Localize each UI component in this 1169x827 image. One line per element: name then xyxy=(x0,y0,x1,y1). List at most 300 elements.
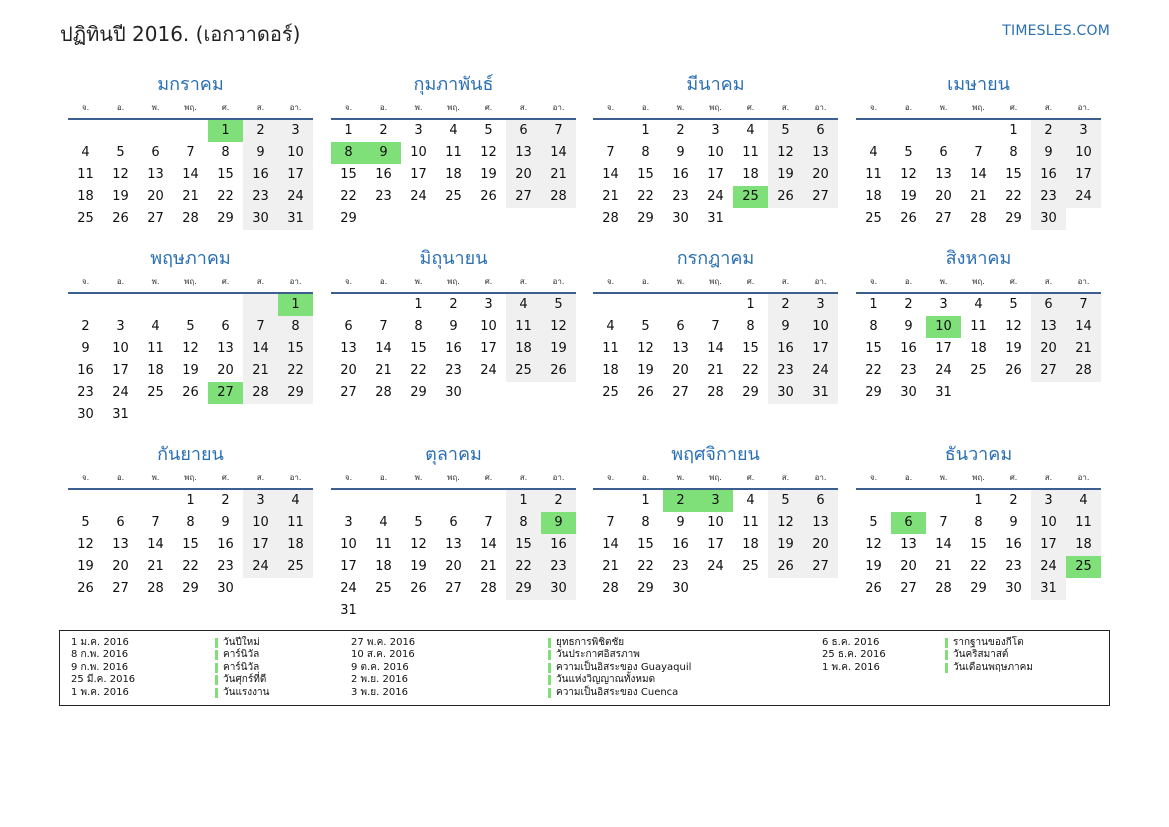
day-cell: 4 xyxy=(449,123,458,138)
day-cell: 25 xyxy=(445,189,462,204)
day-cell: 13 xyxy=(147,167,164,182)
empty-cell xyxy=(138,490,173,512)
empty-cell xyxy=(436,208,471,230)
day-cell: 27 xyxy=(935,211,952,226)
day-cell: 25 xyxy=(1066,556,1101,578)
day-grid xyxy=(856,490,1101,600)
weekday-header xyxy=(856,470,1101,486)
day-cell: 12 xyxy=(768,512,803,534)
day-cell: 2 xyxy=(81,319,90,334)
holiday-name: วันเดือนพฤษภาคม xyxy=(953,661,1033,673)
empty-cell xyxy=(436,600,471,622)
day-cell: 22 xyxy=(637,559,654,574)
day-cell: 4 xyxy=(606,319,615,334)
empty-cell xyxy=(243,578,278,600)
day-cell: 14 xyxy=(243,338,278,360)
day-cell: 9 xyxy=(221,515,230,530)
day-cell: 30 xyxy=(672,211,689,226)
day-cell: 16 xyxy=(77,363,94,378)
day-cell: 31 xyxy=(340,603,357,618)
holiday-name: ความเป็นอิสระของ Guayaquil xyxy=(556,661,692,673)
day-cell: 4 xyxy=(81,145,90,160)
day-cell: 5 xyxy=(116,145,125,160)
holiday-date: 27 พ.ค. 2016 xyxy=(351,637,416,648)
day-cell: 17 xyxy=(1031,534,1066,556)
empty-cell xyxy=(401,490,436,512)
empty-cell xyxy=(103,490,138,512)
day-cell: 4 xyxy=(1066,490,1101,512)
day-cell: 8 xyxy=(186,515,195,530)
holiday-list xyxy=(59,630,1110,706)
empty-cell xyxy=(103,120,138,142)
empty-cell xyxy=(663,294,698,316)
day-cell: 18 xyxy=(602,363,619,378)
day-cell: 29 xyxy=(340,211,357,226)
holiday-marker xyxy=(548,663,551,673)
weekday-label: อ. xyxy=(379,103,388,112)
weekday-label: ส. xyxy=(519,473,528,482)
day-cell: 10 xyxy=(278,142,313,164)
empty-cell xyxy=(366,600,401,622)
month-title: เมษายน xyxy=(947,74,1010,95)
day-cell: 5 xyxy=(768,490,803,512)
day-cell: 3 xyxy=(414,123,423,138)
weekday-label: อา. xyxy=(814,103,827,112)
empty-cell xyxy=(541,600,576,622)
day-cell: 7 xyxy=(939,515,948,530)
weekday-label: อา. xyxy=(814,473,827,482)
day-cell: 10 xyxy=(1066,142,1101,164)
day-grid xyxy=(593,120,838,230)
day-cell: 1 xyxy=(278,294,313,316)
weekday-label: อา. xyxy=(1077,277,1090,286)
day-cell: 12 xyxy=(77,537,94,552)
empty-cell xyxy=(856,120,891,142)
day-cell: 10 xyxy=(1031,512,1066,534)
day-cell: 16 xyxy=(541,534,576,556)
weekday-label: อ. xyxy=(379,473,388,482)
holiday-date: 25 มี.ค. 2016 xyxy=(71,674,136,686)
day-cell: 23 xyxy=(217,559,234,574)
day-cell: 13 xyxy=(672,341,689,356)
day-cell: 7 xyxy=(711,319,720,334)
day-cell: 27 xyxy=(803,556,838,578)
day-cell: 16 xyxy=(900,341,917,356)
day-cell: 2 xyxy=(541,490,576,512)
empty-cell xyxy=(856,490,891,512)
day-cell: 27 xyxy=(672,385,689,400)
day-cell: 30 xyxy=(541,578,576,600)
holiday-marker xyxy=(215,688,218,698)
day-cell: 11 xyxy=(445,145,462,160)
day-cell: 21 xyxy=(480,559,497,574)
weekday-label: อ. xyxy=(379,277,388,286)
empty-cell xyxy=(961,120,996,142)
day-cell: 9 xyxy=(541,512,576,534)
day-cell: 10 xyxy=(480,319,497,334)
day-cell: 17 xyxy=(480,341,497,356)
weekday-label: อ. xyxy=(116,277,125,286)
day-cell: 20 xyxy=(672,363,689,378)
day-cell: 28 xyxy=(541,186,576,208)
day-cell: 16 xyxy=(768,338,803,360)
weekday-header xyxy=(856,100,1101,116)
month-title: กรกฎาคม xyxy=(676,248,755,269)
day-cell: 3 xyxy=(1031,490,1066,512)
day-cell: 15 xyxy=(182,537,199,552)
day-cell: 26 xyxy=(77,581,94,596)
day-cell: 14 xyxy=(375,341,392,356)
empty-cell xyxy=(593,294,628,316)
day-cell: 2 xyxy=(904,297,913,312)
empty-cell xyxy=(541,382,576,404)
weekday-label: ส. xyxy=(519,277,528,286)
day-cell: 28 xyxy=(602,581,619,596)
day-cell: 1 xyxy=(869,297,878,312)
holiday-date: 8 ก.พ. 2016 xyxy=(71,649,129,661)
day-cell: 18 xyxy=(742,167,759,182)
day-grid xyxy=(593,294,838,404)
day-cell: 7 xyxy=(974,145,983,160)
day-cell: 15 xyxy=(278,338,313,360)
day-grid xyxy=(331,120,576,230)
day-cell: 10 xyxy=(410,145,427,160)
holiday-name: รากฐานของกีโต xyxy=(953,637,1024,648)
day-cell: 9 xyxy=(449,319,458,334)
empty-cell xyxy=(926,120,961,142)
day-cell: 9 xyxy=(1031,142,1066,164)
day-cell: 30 xyxy=(77,407,94,422)
day-cell: 1 xyxy=(641,123,650,138)
day-cell: 24 xyxy=(410,189,427,204)
weekday-label: ศ. xyxy=(1009,103,1018,112)
day-cell: 22 xyxy=(340,189,357,204)
day-cell: 22 xyxy=(217,189,234,204)
day-cell: 22 xyxy=(1005,189,1022,204)
day-grid xyxy=(331,294,576,404)
day-cell: 15 xyxy=(637,537,654,552)
day-cell: 17 xyxy=(410,167,427,182)
day-cell: 5 xyxy=(484,123,493,138)
day-cell: 29 xyxy=(182,581,199,596)
day-cell: 29 xyxy=(865,385,882,400)
day-cell: 18 xyxy=(147,363,164,378)
day-cell: 17 xyxy=(278,164,313,186)
day-cell: 12 xyxy=(541,316,576,338)
holiday-marker xyxy=(945,650,948,660)
holiday-marker xyxy=(548,688,551,698)
day-grid xyxy=(68,490,313,600)
empty-cell xyxy=(103,294,138,316)
day-cell: 6 xyxy=(1031,294,1066,316)
day-cell: 14 xyxy=(970,167,987,182)
site-link[interactable]: TIMESLES.COM xyxy=(1002,23,1110,39)
day-cell: 17 xyxy=(935,341,952,356)
day-cell: 6 xyxy=(221,319,230,334)
day-cell: 10 xyxy=(926,316,961,338)
day-grid xyxy=(68,120,313,230)
day-cell: 14 xyxy=(147,537,164,552)
weekday-label: จ. xyxy=(606,473,615,482)
day-cell: 28 xyxy=(375,385,392,400)
weekday-header xyxy=(68,100,313,116)
day-cell: 6 xyxy=(506,120,541,142)
day-cell: 29 xyxy=(217,211,234,226)
day-cell: 4 xyxy=(974,297,983,312)
weekday-label: ศ. xyxy=(484,277,493,286)
day-cell: 2 xyxy=(243,120,278,142)
weekday-label: ศ. xyxy=(484,103,493,112)
day-cell: 5 xyxy=(186,319,195,334)
day-cell: 13 xyxy=(935,167,952,182)
day-cell: 8 xyxy=(641,515,650,530)
day-cell: 31 xyxy=(112,407,129,422)
empty-cell xyxy=(68,490,103,512)
weekday-label: พ. xyxy=(414,473,423,482)
day-cell: 11 xyxy=(602,341,619,356)
day-cell: 10 xyxy=(340,537,357,552)
empty-cell xyxy=(331,490,366,512)
day-cell: 18 xyxy=(506,338,541,360)
empty-cell xyxy=(366,208,401,230)
page-title: ปฏิทินปี 2016. (เอกวาดอร์) xyxy=(60,22,301,46)
day-cell: 4 xyxy=(746,123,755,138)
empty-cell xyxy=(471,490,506,512)
weekday-label: อา. xyxy=(814,277,827,286)
day-cell: 23 xyxy=(672,189,689,204)
weekday-label: พ. xyxy=(676,277,685,286)
day-cell: 22 xyxy=(278,360,313,382)
weekday-label: จ. xyxy=(606,277,615,286)
day-cell: 17 xyxy=(803,338,838,360)
empty-cell xyxy=(1066,208,1101,230)
holiday-name: วันคริสมาสต์ xyxy=(953,649,1009,661)
day-cell: 9 xyxy=(904,319,913,334)
day-cell: 14 xyxy=(935,537,952,552)
day-cell: 30 xyxy=(672,581,689,596)
day-cell: 25 xyxy=(77,211,94,226)
day-cell: 20 xyxy=(445,559,462,574)
day-cell: 29 xyxy=(970,581,987,596)
day-cell: 26 xyxy=(768,186,803,208)
day-cell: 17 xyxy=(1066,164,1101,186)
day-cell: 15 xyxy=(742,341,759,356)
day-cell: 2 xyxy=(221,493,230,508)
day-cell: 26 xyxy=(900,211,917,226)
holiday-date: 1 พ.ค. 2016 xyxy=(822,661,880,673)
day-cell: 12 xyxy=(112,167,129,182)
day-cell: 24 xyxy=(278,186,313,208)
day-cell: 5 xyxy=(869,515,878,530)
holiday-marker xyxy=(548,650,551,660)
empty-cell xyxy=(471,208,506,230)
holiday-marker xyxy=(215,675,218,685)
holiday-marker xyxy=(215,638,218,648)
day-cell: 7 xyxy=(379,319,388,334)
day-cell: 1 xyxy=(641,493,650,508)
holiday-marker xyxy=(945,638,948,648)
day-cell: 8 xyxy=(221,145,230,160)
weekday-label: อ. xyxy=(641,103,650,112)
weekday-label: พ. xyxy=(939,473,948,482)
day-cell: 5 xyxy=(904,145,913,160)
day-cell: 18 xyxy=(375,559,392,574)
day-cell: 19 xyxy=(410,559,427,574)
day-cell: 27 xyxy=(340,385,357,400)
day-cell: 21 xyxy=(375,363,392,378)
day-cell: 20 xyxy=(506,164,541,186)
day-cell: 16 xyxy=(375,167,392,182)
empty-cell xyxy=(278,404,313,426)
day-cell: 29 xyxy=(1005,211,1022,226)
empty-cell xyxy=(996,382,1031,404)
weekday-label: พ. xyxy=(676,103,685,112)
month-block xyxy=(856,246,1101,404)
empty-cell xyxy=(401,600,436,622)
day-cell: 12 xyxy=(768,142,803,164)
holiday-name: คาร์นิวัล xyxy=(223,649,260,661)
day-grid xyxy=(856,120,1101,230)
weekday-label: จ. xyxy=(869,473,878,482)
day-cell: 12 xyxy=(865,537,882,552)
day-cell: 12 xyxy=(1005,319,1022,334)
weekday-label: ศ. xyxy=(746,103,755,112)
day-cell: 3 xyxy=(243,490,278,512)
day-cell: 21 xyxy=(602,559,619,574)
holiday-date: 1 พ.ค. 2016 xyxy=(71,686,129,698)
empty-cell xyxy=(506,600,541,622)
day-cell: 19 xyxy=(1005,341,1022,356)
day-cell: 22 xyxy=(970,559,987,574)
day-cell: 3 xyxy=(278,120,313,142)
day-cell: 26 xyxy=(112,211,129,226)
day-cell: 19 xyxy=(541,338,576,360)
day-cell: 21 xyxy=(541,164,576,186)
day-grid xyxy=(68,294,313,426)
empty-cell xyxy=(173,404,208,426)
day-cell: 10 xyxy=(243,512,278,534)
day-cell: 13 xyxy=(506,142,541,164)
day-cell: 28 xyxy=(970,211,987,226)
day-cell: 14 xyxy=(541,142,576,164)
day-cell: 8 xyxy=(506,512,541,534)
weekday-label: ศ. xyxy=(1009,277,1018,286)
day-cell: 13 xyxy=(1031,316,1066,338)
day-cell: 31 xyxy=(1031,578,1066,600)
day-cell: 26 xyxy=(865,581,882,596)
weekday-header xyxy=(593,100,838,116)
day-cell: 1 xyxy=(506,490,541,512)
day-cell: 5 xyxy=(414,515,423,530)
day-cell: 12 xyxy=(182,341,199,356)
day-cell: 20 xyxy=(1031,338,1066,360)
weekday-label: พ. xyxy=(151,103,160,112)
day-cell: 21 xyxy=(182,189,199,204)
day-cell: 24 xyxy=(340,581,357,596)
day-cell: 29 xyxy=(637,581,654,596)
empty-cell xyxy=(138,294,173,316)
day-cell: 22 xyxy=(182,559,199,574)
day-cell: 28 xyxy=(480,581,497,596)
day-cell: 28 xyxy=(182,211,199,226)
day-cell: 30 xyxy=(1031,208,1066,230)
day-cell: 24 xyxy=(803,360,838,382)
day-cell: 29 xyxy=(742,385,759,400)
weekday-label: จ. xyxy=(81,103,90,112)
day-cell: 22 xyxy=(506,556,541,578)
month-title: มิถุนายน xyxy=(419,248,488,269)
month-block xyxy=(856,442,1101,600)
day-cell: 15 xyxy=(217,167,234,182)
day-cell: 18 xyxy=(865,189,882,204)
day-cell: 11 xyxy=(278,512,313,534)
day-cell: 24 xyxy=(707,189,724,204)
day-cell: 9 xyxy=(81,341,90,356)
day-cell: 18 xyxy=(970,341,987,356)
day-cell: 23 xyxy=(541,556,576,578)
day-cell: 27 xyxy=(803,186,838,208)
empty-cell xyxy=(768,208,803,230)
weekday-label: อ. xyxy=(904,473,913,482)
day-cell: 6 xyxy=(803,120,838,142)
weekday-label: ศ. xyxy=(221,473,230,482)
empty-cell xyxy=(1031,382,1066,404)
day-cell: 25 xyxy=(506,360,541,382)
day-cell: 2 xyxy=(768,294,803,316)
day-cell: 6 xyxy=(939,145,948,160)
weekday-label: พฤ. xyxy=(709,103,722,112)
day-cell: 26 xyxy=(637,385,654,400)
day-cell: 26 xyxy=(182,385,199,400)
day-cell: 22 xyxy=(865,363,882,378)
day-cell: 7 xyxy=(1066,294,1101,316)
day-cell: 23 xyxy=(768,360,803,382)
day-cell: 6 xyxy=(151,145,160,160)
day-cell: 20 xyxy=(340,363,357,378)
day-cell: 1 xyxy=(974,493,983,508)
empty-cell xyxy=(698,578,733,600)
month-block xyxy=(331,246,576,404)
day-cell: 8 xyxy=(746,319,755,334)
holiday-marker xyxy=(215,650,218,660)
day-cell: 2 xyxy=(449,297,458,312)
day-cell: 24 xyxy=(1031,556,1066,578)
day-cell: 29 xyxy=(506,578,541,600)
day-cell: 8 xyxy=(331,142,366,164)
day-cell: 1 xyxy=(414,297,423,312)
day-grid xyxy=(856,294,1101,404)
day-cell: 3 xyxy=(1066,120,1101,142)
day-cell: 4 xyxy=(151,319,160,334)
day-cell: 13 xyxy=(900,537,917,552)
weekday-label: อ. xyxy=(116,473,125,482)
holiday-date: 10 ส.ค. 2016 xyxy=(351,649,415,661)
day-cell: 25 xyxy=(278,556,313,578)
day-cell: 3 xyxy=(803,294,838,316)
day-cell: 17 xyxy=(707,167,724,182)
weekday-label: ส. xyxy=(519,103,528,112)
day-cell: 31 xyxy=(803,382,838,404)
month-title: กันยายน xyxy=(157,444,224,465)
day-cell: 14 xyxy=(707,341,724,356)
weekday-label: พฤ. xyxy=(972,103,985,112)
weekday-header xyxy=(68,470,313,486)
day-cell: 13 xyxy=(445,537,462,552)
empty-cell xyxy=(471,600,506,622)
month-block xyxy=(68,246,313,426)
weekday-label: ศ. xyxy=(221,277,230,286)
day-cell: 30 xyxy=(217,581,234,596)
